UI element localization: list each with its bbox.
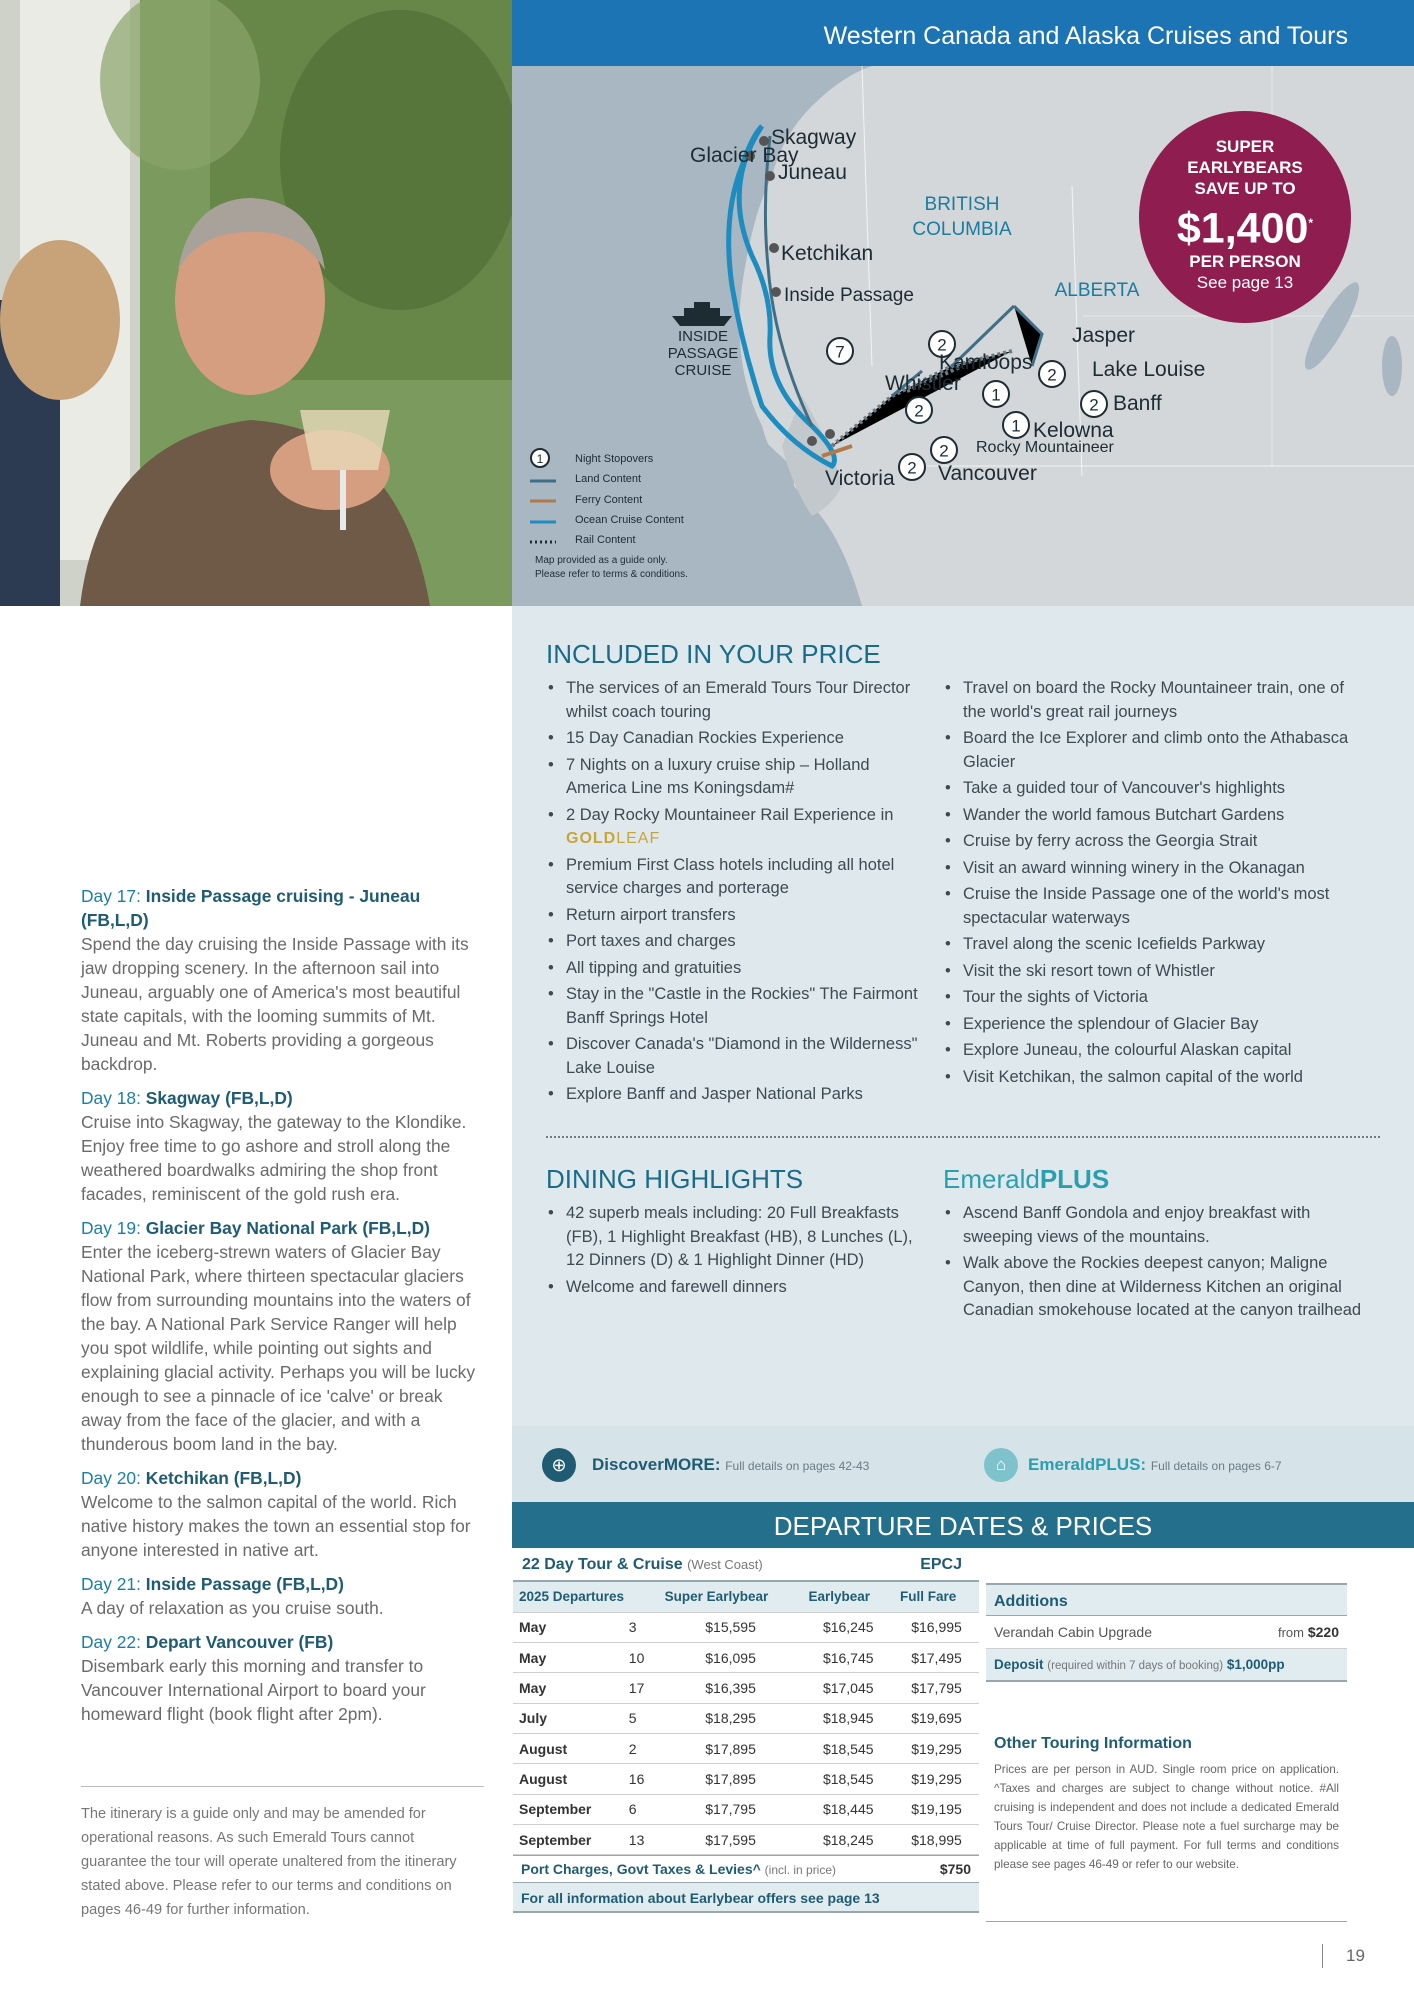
discover-text: Full details on pages 42-43: [725, 1459, 870, 1473]
map-label-ketchikan: Ketchikan: [781, 242, 874, 265]
early-price: $18,945: [802, 1703, 894, 1733]
promo-line3: SAVE UP TO: [1194, 179, 1296, 198]
day-meals: (FB): [298, 1632, 334, 1652]
map-label-vancouver: Vancouver: [938, 462, 1037, 485]
list-item: • Visit an award winning winery in the Okanagan: [943, 857, 1363, 881]
verandah-label: Verandah Cabin Upgrade: [994, 1624, 1153, 1640]
region-bc-line1: BRITISH: [924, 194, 1000, 215]
day-label: Day 19:: [81, 1218, 141, 1238]
route-map: [512, 66, 1414, 606]
deposit-row: [986, 1649, 1347, 1682]
legend-stop-example: 1: [536, 452, 544, 466]
stop-count-lake-louise: 2: [1047, 365, 1057, 385]
itinerary-day-18: [81, 1086, 481, 1206]
table-row[interactable]: [513, 1794, 979, 1824]
map-label-lake-louise: Lake Louise: [1092, 358, 1206, 381]
full-price: $17,495: [894, 1643, 979, 1673]
additions-box: [986, 1583, 1347, 1682]
map-region-bc: [897, 192, 1027, 242]
month: May: [513, 1643, 623, 1673]
legend-ocean: Ocean Cruise Content: [575, 513, 684, 526]
deposit-note: (required within 7 days of booking): [1047, 1660, 1224, 1672]
early-price: $18,545: [802, 1733, 894, 1763]
discover-bar: [512, 1426, 1414, 1502]
page-number-divider: [1322, 1944, 1323, 1968]
day-text: Welcome to the salmon capital of the world. Rich native history makes the town an essential stop for anyone interested in native art.: [81, 1492, 471, 1560]
emeraldplus-title-a: Emerald: [943, 1164, 1040, 1194]
list-item: • Explore Banff and Jasper National Parks: [546, 1083, 921, 1107]
map-label-rocky-mountaineer: Rocky Mountaineer: [976, 439, 1114, 456]
list-item: • Walk above the Rockies deepest canyon; Maligne Canyon, then dine at Wilderness Kitchen an original Canadian smokehouse located at the canyon trailhead: [943, 1252, 1363, 1323]
super-price: $17,895: [659, 1764, 803, 1794]
stop-count-kamloops: 1: [991, 385, 1001, 405]
day-label: Day 22:: [81, 1632, 141, 1652]
list-item: • 7 Nights on a luxury cruise ship – Holland America Line ms Koningsdam#: [546, 754, 921, 801]
list-item: • 15 Day Canadian Rockies Experience: [546, 727, 921, 751]
tour-code: EPCJ: [920, 1556, 962, 1573]
table-row[interactable]: [513, 1764, 979, 1794]
list-item: • Return airport transfers: [546, 904, 921, 928]
emeraldplus-link[interactable]: [1028, 1455, 1282, 1475]
full-price: $18,995: [894, 1824, 979, 1854]
list-item: • Travel along the scenic Icefields Parkway: [943, 933, 1363, 957]
list-item: • Board the Ice Explorer and climb onto the Athabasca Glacier: [943, 727, 1363, 774]
list-item: • Tour the sights of Victoria: [943, 986, 1363, 1010]
day: 5: [623, 1703, 659, 1733]
super-price: $18,295: [659, 1703, 803, 1733]
day-title: Inside Passage cruising - Juneau: [145, 886, 421, 906]
day-meals: (FB,L,D): [362, 1218, 430, 1238]
port-label-wrap: [521, 1861, 836, 1877]
list-item: • Discover Canada's "Diamond in the Wilderness" Lake Louise: [546, 1033, 921, 1080]
table-header-row: [513, 1582, 979, 1612]
map-label-jasper: Jasper: [1072, 324, 1136, 347]
list-item: • Welcome and farewell dinners: [546, 1276, 921, 1300]
promo-amount: $1,400: [1176, 204, 1309, 253]
verandah-from: from: [1277, 1625, 1304, 1640]
stop-count-whistler: 2: [914, 401, 924, 421]
included-title: INCLUDED IN YOUR PRICE: [546, 639, 881, 669]
col-super-earlybear: Super Earlybear: [659, 1582, 803, 1612]
other-info-text: Prices are per person in AUD. Single room price on application. ^Taxes and charges are subject to change without notice. #All cruising is independent and does not include a dedicated Emerald Tours Tour/ Cruise Director. Please note a fuel surcharge may be applicable at time of full payment. For full terms and conditions please see pages 46-49 or refer to our website.: [994, 1763, 1339, 1871]
legend-land: Land Content: [575, 473, 642, 486]
day-meals: (FB,L,D): [233, 1468, 302, 1488]
month: May: [513, 1673, 623, 1703]
section-divider: [546, 1136, 1380, 1138]
region-bc-line2: COLUMBIA: [912, 219, 1012, 240]
cruise-label-line1: INSIDE: [677, 328, 728, 345]
earlybear-note[interactable]: For all information about Earlybear offers see page 13: [513, 1883, 979, 1913]
super-price: $17,895: [659, 1733, 803, 1763]
legend-night: Night Stopovers: [575, 453, 654, 465]
day-label: Day 18:: [81, 1088, 141, 1108]
tour-name: 22 Day Tour & Cruise: [522, 1556, 683, 1573]
itinerary-day-17: [81, 884, 481, 1076]
month: September: [513, 1794, 623, 1824]
day: 3: [623, 1612, 659, 1642]
day-text: Cruise into Skagway, the gateway to the Klondike. Enjoy free time to go ashore and stroll along the weathered boardwalks admiring the shop front facades, reminiscent of the gold rush era.: [81, 1112, 467, 1204]
map-disclaimer: [535, 554, 688, 582]
port-charges-row: [513, 1855, 979, 1883]
verandah-price-wrap: [1278, 1624, 1339, 1640]
early-price: $18,245: [802, 1824, 894, 1854]
deposit-label: Deposit: [994, 1657, 1044, 1672]
cruise-label-line2: PASSAGE: [667, 345, 739, 362]
emeraldplus-label: EmeraldPLUS:: [1028, 1455, 1147, 1474]
day: 13: [623, 1824, 659, 1854]
dining-list: [546, 1202, 921, 1302]
included-list-right: [943, 677, 1363, 1092]
full-price: $19,295: [894, 1733, 979, 1763]
traveller-illustration: [0, 0, 512, 606]
table-row[interactable]: [513, 1824, 979, 1854]
list-item: • The services of an Emerald Tours Tour Director whilst coach touring: [546, 677, 921, 724]
super-price: $17,595: [659, 1824, 803, 1854]
day-label: Day 17:: [81, 886, 141, 906]
map-label-kelowna: Kelowna: [1033, 419, 1114, 442]
map-label-skagway: Skagway: [771, 126, 857, 149]
stop-count-kelowna: 1: [1011, 416, 1021, 436]
map-label-whistler: Whistler: [885, 372, 961, 395]
emeraldplus-list: [943, 1202, 1363, 1326]
day: 2: [623, 1733, 659, 1763]
day-title: Depart Vancouver: [145, 1632, 294, 1652]
banner-title: Western Canada and Alaska Cruises and Tours: [823, 22, 1348, 50]
verandah-row[interactable]: [986, 1616, 1347, 1649]
emeraldplus-text: Full details on pages 6-7: [1150, 1459, 1282, 1473]
list-item: • Stay in the "Castle in the Rockies" The Fairmont Banff Springs Hotel: [546, 983, 921, 1030]
day-title: Skagway: [145, 1088, 221, 1108]
col-earlybear: Earlybear: [802, 1582, 894, 1612]
itinerary-day-21: [81, 1572, 481, 1620]
super-price: $16,395: [659, 1673, 803, 1703]
map-label-glacier-bay: Glacier Bay: [690, 144, 799, 167]
day-text: Spend the day cruising the Inside Passage with its jaw dropping scenery. In the afternoon sail into Juneau, arguably one of America's most beautiful state capitals, with the looming summits of Mt. Juneau and Mt. Roberts providing a gorgeous backdrop.: [81, 934, 469, 1074]
table-row[interactable]: [513, 1733, 979, 1763]
list-item: • All tipping and gratuities: [546, 957, 921, 981]
deposit-price: $1,000pp: [1226, 1657, 1285, 1672]
dining-title: DINING HIGHLIGHTS: [546, 1164, 804, 1194]
itinerary-day-22: [81, 1630, 481, 1726]
page-banner: [512, 0, 1414, 66]
promo-line1: SUPER: [1215, 137, 1275, 156]
month: July: [513, 1703, 623, 1733]
port-sub: (incl. in price): [764, 1863, 837, 1878]
day-title: Inside Passage: [145, 1574, 272, 1594]
itinerary-day-19: [81, 1216, 481, 1456]
list-item: • Port taxes and charges: [546, 930, 921, 954]
cruise-label: [662, 328, 744, 379]
additions-title: Additions: [986, 1583, 1347, 1616]
tour-sub: (West Coast): [687, 1557, 763, 1572]
day-title: Ketchikan: [145, 1468, 229, 1488]
page-number: 19: [1346, 1946, 1365, 1965]
goldleaf-logo-a: GOLD: [566, 830, 617, 847]
map-note-1: Map provided as a guide only.: [535, 555, 668, 566]
table-row[interactable]: [513, 1703, 979, 1733]
map-label-banff: Banff: [1113, 392, 1162, 415]
list-item: • Cruise the Inside Passage one of the world's most spectacular waterways: [943, 883, 1363, 930]
departures-title: DEPARTURE DATES & PRICES: [773, 1511, 1153, 1541]
promo-line4: PER PERSON: [1189, 252, 1301, 272]
early-price: $17,045: [802, 1673, 894, 1703]
map-label-victoria: Victoria: [825, 467, 895, 490]
list-item: • Ascend Banff Gondola and enjoy breakfast with sweeping views of the mountains.: [943, 1202, 1363, 1249]
list-item: • 42 superb meals including: 20 Full Breakfasts (FB), 1 Highlight Breakfast (HB), 8 Lunches (L), 12 Dinners (D) & 1 Highlight Dinner (HD): [546, 1202, 921, 1273]
early-price: $16,245: [802, 1612, 894, 1642]
col-departures: 2025 Departures: [513, 1582, 659, 1612]
tour-row: [513, 1552, 979, 1582]
goldleaf-logo-b: LEAF: [616, 830, 661, 847]
day-meals: (FB,L,D): [276, 1574, 344, 1594]
day: 17: [623, 1673, 659, 1703]
itinerary-day-20: [81, 1466, 481, 1562]
table-row[interactable]: [513, 1612, 979, 1642]
list-item: • Wander the world famous Butchart Gardens: [943, 804, 1363, 828]
day-label: Day 21:: [81, 1574, 141, 1594]
included-panel: [512, 606, 1414, 1426]
price-table: [513, 1582, 979, 1855]
stop-count-seven: 7: [835, 342, 845, 362]
price-table-block: [513, 1552, 979, 1913]
list-item: • Travel on board the Rocky Mountaineer train, one of the world's great rail journeys: [943, 677, 1363, 724]
table-row[interactable]: [513, 1643, 979, 1673]
day-title: Glacier Bay National Park: [145, 1218, 358, 1238]
list-item: • Experience the splendour of Glacier Bay: [943, 1013, 1363, 1037]
list-item-goldleaf: [546, 804, 921, 851]
map-note-2: Please refer to terms & conditions.: [535, 569, 688, 580]
magnifier-icon[interactable]: ⊕: [542, 1448, 576, 1482]
port-value: $750: [939, 1861, 971, 1878]
legend-rail: Rail Content: [575, 534, 636, 547]
goldleaf-logo: [566, 830, 660, 847]
stop-count-vancouver: 2: [907, 458, 917, 478]
super-price: $16,095: [659, 1643, 803, 1673]
early-price: $18,545: [802, 1764, 894, 1794]
list-item: • Cruise by ferry across the Georgia Strait: [943, 830, 1363, 854]
promo-asterisk: *: [1308, 216, 1314, 230]
full-price: $17,795: [894, 1673, 979, 1703]
other-info-divider: [986, 1921, 1347, 1922]
map-region-alberta: ALBERTA: [1054, 280, 1140, 301]
tour-name-wrap: [522, 1556, 763, 1576]
month: September: [513, 1824, 623, 1854]
emeraldplus-title: [943, 1164, 1109, 1195]
map-label-inside-passage: Inside Passage: [784, 285, 914, 306]
itinerary-divider: [81, 1786, 484, 1787]
stop-count-banff: 2: [1089, 395, 1099, 415]
list-item: • Visit the ski resort town of Whistler: [943, 960, 1363, 984]
emeraldplus-title-b: PLUS: [1039, 1164, 1110, 1194]
table-row[interactable]: [513, 1673, 979, 1703]
day: 6: [623, 1794, 659, 1824]
full-price: $16,995: [894, 1612, 979, 1642]
list-item: • Explore Juneau, the colourful Alaskan capital: [943, 1039, 1363, 1063]
other-info-title: Other Touring Information: [994, 1735, 1192, 1752]
map-label-juneau: Juneau: [778, 161, 847, 184]
stop-count-rocky: 2: [939, 441, 949, 461]
verandah-price: $220: [1307, 1624, 1339, 1640]
day-meals: (FB,L,D): [225, 1088, 293, 1108]
discover-link[interactable]: [592, 1455, 869, 1475]
day-text: Enter the iceberg-strewn waters of Glacier Bay National Park, where thirteen spectacular glaciers flow from surrounding mountains into the waters of the bay. A National Park Service Ranger will help you spot wildlife, while pointing out sights and explaining glacial activity. Perhaps you will be lucky enough to see a pinnacle of ice 'calve' or break away from the face of the glacier, and with a thunderous boom land in the bay.: [81, 1242, 476, 1454]
emerald-plus-icon[interactable]: ⌂: [984, 1448, 1018, 1482]
day: 10: [623, 1643, 659, 1673]
map-label-kamloops: Kamloops: [939, 351, 1033, 374]
promo-line5: See page 13: [1196, 273, 1294, 293]
included-list-left: [546, 677, 921, 1110]
day-meals: (FB,L,D): [81, 910, 149, 930]
discover-label: DiscoverMORE:: [592, 1455, 721, 1474]
promo-amount-row: [1139, 199, 1351, 252]
month: August: [513, 1733, 623, 1763]
list-item: • Take a guided tour of Vancouver's highlights: [943, 777, 1363, 801]
early-price: $16,745: [802, 1643, 894, 1673]
early-price: $18,445: [802, 1794, 894, 1824]
full-price: $19,695: [894, 1703, 979, 1733]
col-full-fare: Full Fare: [894, 1582, 979, 1612]
super-price: $15,595: [659, 1612, 803, 1642]
port-label: Port Charges, Govt Taxes & Levies^: [521, 1861, 761, 1878]
legend-ferry: Ferry Content: [575, 493, 643, 506]
hero-photo: [0, 0, 512, 606]
promo-line2: EARLYBEARS: [1187, 158, 1303, 177]
cruise-label-line3: CRUISE: [674, 362, 732, 379]
day-label: Day 20:: [81, 1468, 141, 1488]
day: 16: [623, 1764, 659, 1794]
list-item: • Premium First Class hotels including all hotel service charges and porterage: [546, 854, 921, 901]
day-text: A day of relaxation as you cruise south.: [81, 1598, 384, 1618]
departures-header: [512, 1502, 1414, 1548]
super-price: $17,795: [659, 1794, 803, 1824]
full-price: $19,195: [894, 1794, 979, 1824]
map-legend: [575, 449, 684, 550]
list-item: • Visit Ketchikan, the salmon capital of the world: [943, 1066, 1363, 1090]
month: August: [513, 1764, 623, 1794]
stop-count-jasper: 2: [937, 335, 947, 355]
itinerary-disclaimer: The itinerary is a guide only and may be amended for operational reasons. As such Emerald Tours cannot guarantee the tour will operate unaltered from the itinerary stated above. Please refer to our terms and conditions on pages 46-49 for further information.: [81, 1806, 457, 1918]
goldleaf-text: 2 Day Rocky Mountaineer Rail Experience in: [566, 805, 894, 824]
promo-badge: [1139, 111, 1351, 323]
full-price: $19,295: [894, 1764, 979, 1794]
day-text: Disembark early this morning and transfer to Vancouver International Airport to board your homeward flight (book flight after 2pm).: [81, 1656, 426, 1724]
itinerary: [81, 884, 481, 1736]
month: May: [513, 1612, 623, 1642]
